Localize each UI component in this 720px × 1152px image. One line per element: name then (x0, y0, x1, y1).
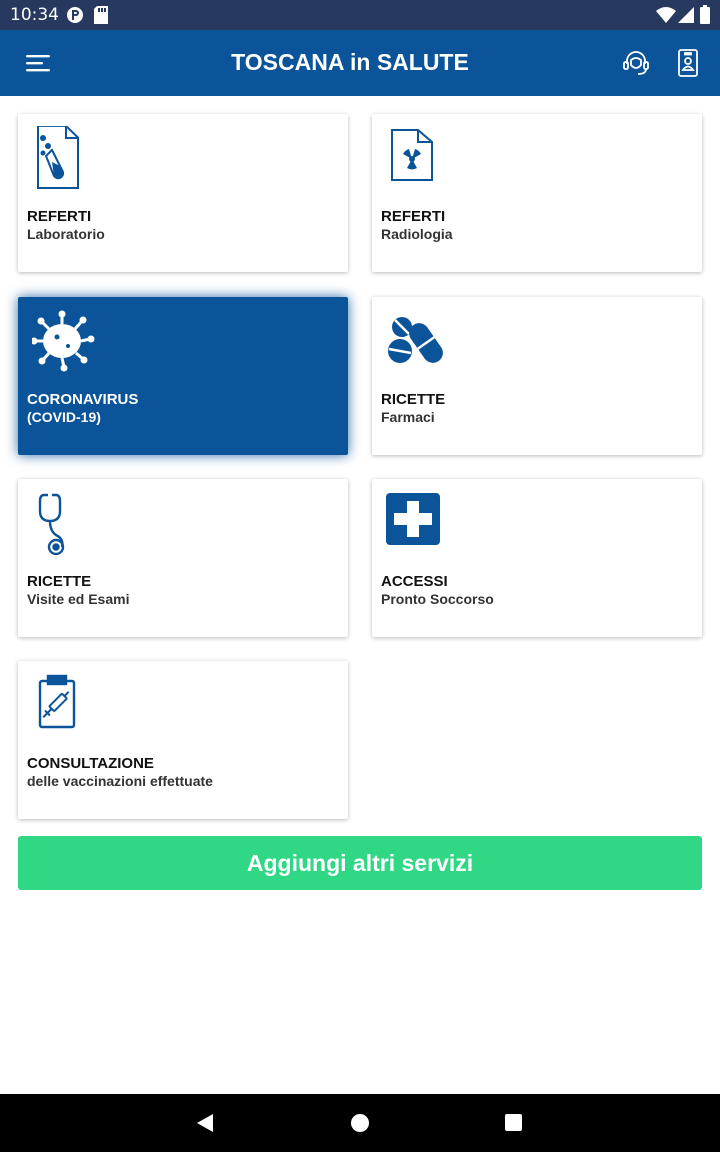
tile-title: ACCESSI (381, 573, 448, 590)
virus-icon (32, 309, 96, 373)
tile-title: CORONAVIRUS (27, 391, 139, 408)
tile-subtitle: delle vaccinazioni effettuate (27, 773, 213, 789)
app-notification-icon (66, 6, 84, 29)
tile-title: RICETTE (27, 573, 92, 590)
vaccine-clipboard-icon (32, 673, 96, 737)
stethoscope-icon (32, 491, 96, 555)
headset-support-icon (621, 48, 651, 78)
tile-title: REFERTI (381, 208, 446, 225)
recents-square-icon (504, 1113, 524, 1133)
lab-test-tube-icon (32, 126, 96, 190)
tile-title: RICETTE (381, 391, 446, 408)
add-services-button[interactable]: Aggiungi altri servizi (18, 836, 702, 890)
back-button[interactable] (190, 1108, 220, 1138)
pills-icon (386, 309, 450, 373)
tile-subtitle: Radiologia (381, 226, 453, 242)
tile-subtitle: (COVID-19) (27, 409, 101, 425)
tile-coronavirus[interactable] (18, 297, 348, 455)
back-triangle-icon (195, 1113, 215, 1133)
home-circle-icon (350, 1113, 370, 1133)
tile-title: CONSULTAZIONE (27, 755, 154, 772)
battery-icon (700, 5, 710, 29)
tile-ricette-visite[interactable] (18, 479, 348, 637)
status-time: 10:34 (10, 5, 59, 25)
tile-subtitle: Visite ed Esami (27, 591, 130, 607)
system-navigation-bar (0, 1094, 720, 1152)
page-title: TOSCANA in SALUTE (231, 49, 469, 75)
wifi-icon (656, 7, 676, 28)
cellular-signal-icon (678, 7, 694, 28)
tile-title: REFERTI (27, 208, 92, 225)
id-badge-icon (676, 48, 700, 78)
tile-subtitle: Pronto Soccorso (381, 591, 494, 607)
app-bar (0, 30, 720, 96)
support-button[interactable] (620, 47, 652, 79)
recents-button[interactable] (499, 1108, 529, 1138)
home-button[interactable] (345, 1108, 375, 1138)
tile-subtitle: Laboratorio (27, 226, 105, 242)
tile-referti-radiologia[interactable] (372, 114, 702, 272)
tile-subtitle: Farmaci (381, 409, 435, 425)
tile-referti-laboratorio[interactable] (18, 114, 348, 272)
tile-ricette-farmaci[interactable] (372, 297, 702, 455)
tile-accessi-pronto-soccorso[interactable] (372, 479, 702, 637)
first-aid-cross-icon (386, 491, 450, 555)
sd-card-icon (94, 6, 108, 29)
status-bar (0, 0, 720, 30)
profile-card-button[interactable] (672, 47, 704, 79)
tile-consultazione-vaccinazioni[interactable] (18, 661, 348, 819)
radiation-document-icon (386, 126, 450, 190)
